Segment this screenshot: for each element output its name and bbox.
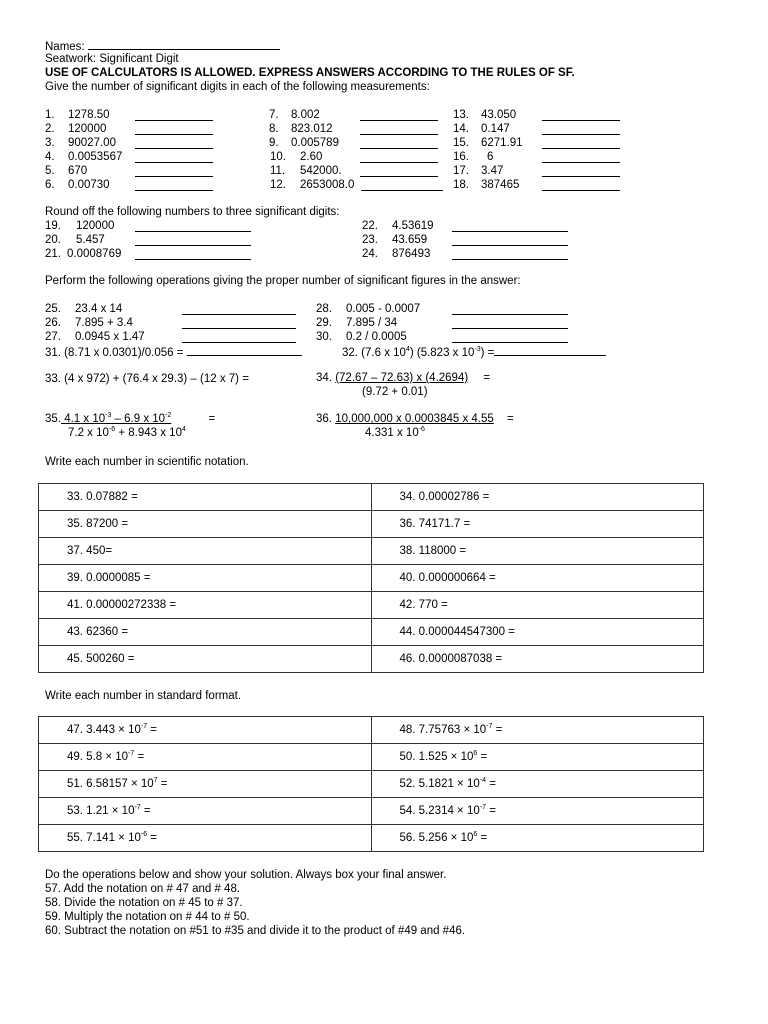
notation-exponent: -7 (128, 750, 135, 757)
section3-instruction: Perform the following operations giving the proper number of significant figures in the answer: (45, 275, 521, 287)
notation-equals: = (147, 724, 158, 736)
section5-instruction: Write each number in standard format. (45, 690, 242, 702)
q36-numerator: 10,000,000 x 0.0003845 x 4.55 (335, 413, 494, 425)
q35-equals: = (208, 413, 216, 425)
table-cell[interactable]: 33. 0.07882 = (39, 484, 372, 511)
answer-blank[interactable] (452, 221, 568, 232)
round-value: 120000 (76, 220, 115, 232)
item-number: 30. (316, 331, 332, 343)
answer-blank[interactable] (135, 235, 251, 246)
section1-instruction: Give the number of significant digits in each of the following measurements: (45, 81, 430, 93)
notation-exponent: 6 (473, 831, 478, 838)
measurement-value: 670 (68, 165, 88, 177)
answer-blank[interactable] (360, 124, 438, 135)
item-number: 9. (269, 137, 279, 149)
q35-denominator (68, 427, 186, 439)
answer-blank[interactable] (360, 110, 438, 121)
operation-text: 0.2 / 0.0005 (346, 331, 407, 343)
task-item: 60. Subtract the notation on #51 to #35 and divide it to the product of #49 and #46. (45, 925, 466, 937)
section6-instruction: Do the operations below and show your solution. Always box your final answer. (45, 869, 447, 881)
table-row (39, 771, 704, 798)
table-cell[interactable]: 45. 500260 = (39, 646, 372, 673)
item-number: 24. (362, 248, 378, 260)
question-31 (45, 345, 302, 360)
q32-part: ) = (480, 347, 495, 359)
notation-base: 52. 5.1821 × 10 (399, 778, 480, 790)
item-number: 14. (453, 123, 469, 135)
notation-exponent: -7 (134, 804, 141, 811)
question-33: 33. (4 x 972) + (76.4 x 29.3) – (12 x 7) = (45, 373, 249, 385)
item-number: 2. (45, 123, 55, 135)
item-number: 20. (45, 234, 61, 246)
table-cell[interactable]: 44. 0.000044547300 = (371, 619, 704, 646)
table-row (39, 484, 704, 511)
answer-blank[interactable] (135, 152, 213, 163)
item-number: 5. (45, 165, 55, 177)
table-cell[interactable] (39, 825, 372, 852)
notation-equals: = (147, 832, 158, 844)
q32-exponent: -3 (474, 346, 481, 353)
item-number: 29. (316, 317, 332, 329)
notation-base: 47. 3.443 × 10 (67, 724, 141, 736)
measurement-value: 8.002 (291, 109, 320, 121)
q35-exponent: -6 (108, 426, 116, 433)
item-number: 19. (45, 220, 61, 232)
q34-equals: = (483, 372, 491, 384)
answer-blank[interactable] (135, 180, 213, 191)
table-cell[interactable] (39, 771, 372, 798)
q35-exponent: -2 (165, 412, 172, 419)
answer-blank[interactable] (135, 166, 213, 177)
round-value: 4.53619 (392, 220, 434, 232)
measurement-value: 2653008.0 (300, 179, 355, 191)
item-number: 23. (362, 234, 378, 246)
names-line (45, 39, 280, 54)
table-row (39, 538, 704, 565)
answer-blank[interactable] (542, 138, 620, 149)
names-blank[interactable] (88, 39, 280, 50)
item-number: 28. (316, 303, 332, 315)
notation-equals: = (134, 751, 145, 763)
table-row (39, 744, 704, 771)
answer-blank[interactable] (542, 166, 620, 177)
table-cell[interactable] (371, 717, 704, 744)
item-number: 21. (45, 248, 61, 260)
section4-instruction: Write each number in scientific notation. (45, 456, 249, 468)
item-number: 17. (453, 165, 469, 177)
item-number: 6. (45, 179, 55, 191)
q36-label: 36. (316, 413, 332, 425)
table-cell[interactable]: 34. 0.00002786 = (371, 484, 704, 511)
answer-blank[interactable] (452, 304, 568, 315)
item-number: 4. (45, 151, 55, 163)
q35-part: 7.2 x 10 (68, 427, 109, 439)
table-cell[interactable]: 39. 0.0000085 = (39, 565, 372, 592)
operation-text: 7.895 + 3.4 (75, 317, 133, 329)
measurement-value: 90027.00 (68, 137, 116, 149)
measurement-value: 1278.50 (68, 109, 110, 121)
q34-label: 34. (316, 372, 332, 384)
notation-exponent: -7 (479, 804, 486, 811)
round-value: 43.659 (392, 234, 428, 246)
table-cell[interactable] (39, 744, 372, 771)
q35-part: – 6.9 x 10 (111, 413, 166, 425)
q35-exponent: -3 (105, 412, 112, 419)
notation-exponent: -4 (479, 777, 486, 784)
answer-blank[interactable] (360, 152, 438, 163)
measurement-value: 0.005789 (291, 137, 339, 149)
measurement-value: 6271.91 (481, 137, 523, 149)
table-row (39, 646, 704, 673)
seatwork-title: Seatwork: Significant Digit (45, 53, 179, 65)
table-cell[interactable] (39, 717, 372, 744)
notation-equals: = (477, 832, 488, 844)
notation-equals: = (492, 724, 503, 736)
item-number: 13. (453, 109, 469, 121)
measurement-value: 2.60 (300, 151, 323, 163)
notation-exponent: -6 (140, 831, 148, 838)
table-cell[interactable]: 46. 0.0000087038 = (371, 646, 704, 673)
answer-blank[interactable] (182, 318, 296, 329)
q32-exponent: 4 (405, 346, 410, 353)
answer-blank[interactable] (360, 166, 438, 177)
calculator-instruction: USE OF CALCULATORS IS ALLOWED. EXPRESS ANSWERS ACCORDING TO THE RULES OF SF. (45, 67, 575, 79)
q35-part: + 8.943 x 10 (115, 427, 182, 439)
measurement-value: 823.012 (291, 123, 333, 135)
answer-blank[interactable] (361, 180, 443, 191)
q35-label: 35. (45, 413, 61, 425)
table-cell[interactable]: 36. 74171.7 = (371, 511, 704, 538)
answer-blank[interactable] (187, 345, 302, 356)
notation-base: 55. 7.141 × 10 (67, 832, 141, 844)
q36-equals: = (507, 413, 514, 425)
table-cell[interactable] (371, 798, 704, 825)
notation-equals: = (486, 805, 496, 817)
q36-part: 4.331 x 10 (365, 427, 419, 439)
measurement-value: 120000 (68, 123, 107, 135)
task-item: 58. Divide the notation on # 45 to # 37. (45, 897, 243, 909)
notation-base: 53. 1.21 × 10 (67, 805, 135, 817)
answer-blank[interactable] (360, 138, 438, 149)
item-number: 3. (45, 137, 55, 149)
item-number: 27. (45, 331, 61, 343)
table-row (39, 565, 704, 592)
round-value: 5.457 (76, 234, 105, 246)
names-label: Names: (45, 41, 85, 53)
notation-exponent: 7 (153, 777, 158, 784)
operation-text: 0.005 - 0.0007 (346, 303, 421, 315)
answer-blank[interactable] (135, 124, 213, 135)
table-row (39, 825, 704, 852)
notation-equals: = (486, 778, 496, 790)
answer-blank[interactable] (135, 221, 251, 232)
question-34 (316, 372, 490, 384)
table-cell[interactable]: 37. 450= (39, 538, 372, 565)
item-number: 18. (453, 179, 469, 191)
measurement-value: 0.0053567 (68, 151, 123, 163)
answer-blank[interactable] (542, 124, 620, 135)
answer-blank[interactable] (135, 138, 213, 149)
question-31-text: 31. (8.71 x 0.0301)/0.056 = (45, 347, 184, 359)
q34-denominator: (9.72 + 0.01) (362, 386, 428, 398)
question-32 (342, 345, 606, 360)
table-row (39, 619, 704, 646)
item-number: 22. (362, 220, 378, 232)
notation-exponent: -7 (140, 723, 148, 730)
measurement-value: 0.147 (481, 123, 510, 135)
item-number: 26. (45, 317, 61, 329)
answer-blank[interactable] (135, 110, 213, 121)
answer-blank[interactable] (452, 318, 568, 329)
measurement-value: 387465 (481, 179, 520, 191)
operation-text: 0.0945 x 1.47 (75, 331, 145, 343)
table-cell[interactable]: 43. 62360 = (39, 619, 372, 646)
q32-part: ) (5.823 x 10 (409, 347, 475, 359)
section2-instruction: Round off the following numbers to three significant digits: (45, 206, 340, 218)
item-number: 12. (270, 179, 286, 191)
answer-blank[interactable] (452, 249, 568, 260)
item-number: 11. (270, 165, 286, 177)
notation-equals: = (157, 778, 168, 790)
scientific-notation-table (38, 483, 704, 673)
answer-blank[interactable] (494, 345, 606, 356)
notation-exponent: 6 (473, 750, 478, 757)
answer-blank[interactable] (542, 152, 620, 163)
round-value: 0.0008769 (67, 248, 122, 260)
measurement-value: 3.47 (481, 165, 504, 177)
q34-numerator: (72.67 – 72.63) x (4.2694) (335, 372, 469, 384)
standard-format-table (38, 716, 704, 852)
table-cell[interactable]: 35. 87200 = (39, 511, 372, 538)
answer-blank[interactable] (182, 332, 296, 343)
table-cell[interactable] (39, 798, 372, 825)
q35-part: 4.1 x 10 (61, 413, 106, 425)
notation-base: 51. 6.58157 × 10 (67, 778, 154, 790)
answer-blank[interactable] (135, 249, 251, 260)
notation-equals: = (477, 751, 488, 763)
answer-blank[interactable] (452, 332, 568, 343)
table-cell[interactable] (371, 771, 704, 798)
table-row (39, 798, 704, 825)
table-cell[interactable] (371, 825, 704, 852)
task-item: 57. Add the notation on # 47 and # 48. (45, 883, 241, 895)
answer-blank[interactable] (542, 110, 620, 121)
q35-exponent: 4 (181, 426, 186, 433)
q36-exponent: -6 (418, 426, 425, 433)
measurement-value: 542000. (300, 165, 342, 177)
notation-base: 50. 1.525 × 10 (399, 751, 474, 763)
table-row (39, 717, 704, 744)
answer-blank[interactable] (182, 304, 296, 315)
answer-blank[interactable] (542, 180, 620, 191)
table-cell[interactable]: 40. 0.000000664 = (371, 565, 704, 592)
answer-blank[interactable] (452, 235, 568, 246)
table-row (39, 511, 704, 538)
table-cell[interactable]: 42. 770 = (371, 592, 704, 619)
table-cell[interactable] (371, 744, 704, 771)
task-item: 59. Multiply the notation on # 44 to # 50. (45, 911, 250, 923)
table-row (39, 592, 704, 619)
item-number: 7. (269, 109, 279, 121)
q32-part: 32. (7.6 x 10 (342, 347, 406, 359)
item-number: 15. (453, 137, 469, 149)
notation-base: 49. 5.8 × 10 (67, 751, 129, 763)
round-value: 876493 (392, 248, 431, 260)
table-cell[interactable]: 41. 0.00000272338 = (39, 592, 372, 619)
notation-base: 48. 7.75763 × 10 (399, 724, 487, 736)
q36-denominator (365, 427, 425, 439)
item-number: 1. (45, 109, 55, 121)
operation-text: 23.4 x 14 (75, 303, 123, 315)
measurement-value: 6 (487, 151, 494, 163)
measurement-value: 43.050 (481, 109, 517, 121)
table-cell[interactable]: 38. 118000 = (371, 538, 704, 565)
item-number: 8. (269, 123, 279, 135)
question-35 (45, 413, 215, 425)
item-number: 25. (45, 303, 61, 315)
measurement-value: 0.00730 (68, 179, 110, 191)
notation-equals: = (140, 805, 151, 817)
question-36 (316, 413, 514, 425)
item-number: 10. (270, 151, 286, 163)
item-number: 16. (453, 151, 469, 163)
notation-exponent: -7 (486, 723, 493, 730)
notation-base: 56. 5.256 × 10 (399, 832, 474, 844)
q35-numerator (61, 413, 199, 425)
operation-text: 7.895 / 34 (346, 317, 398, 329)
notation-base: 54. 5.2314 × 10 (399, 805, 480, 817)
